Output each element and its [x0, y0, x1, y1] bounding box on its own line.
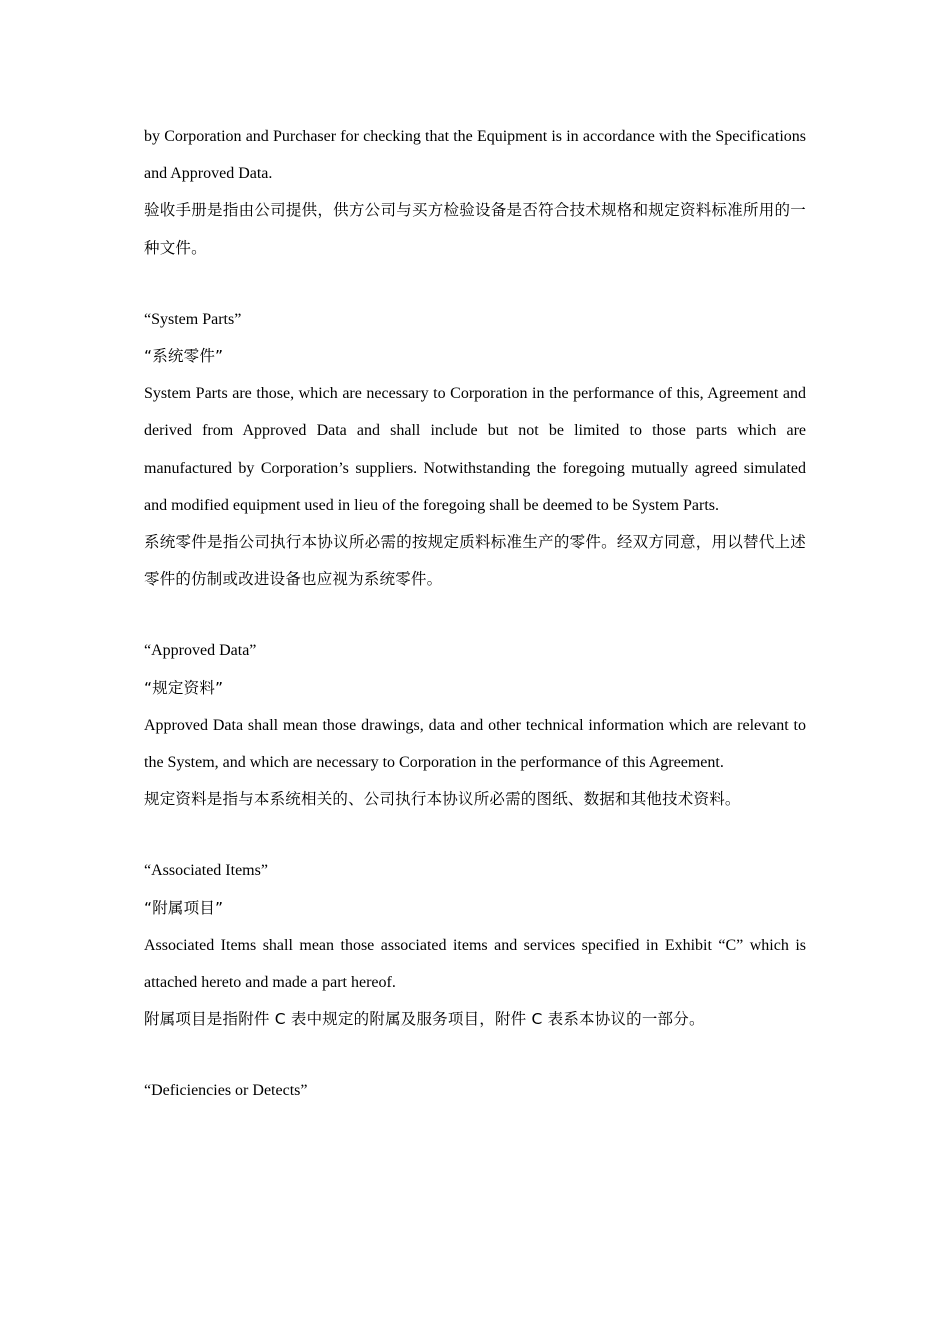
english-paragraph: by Corporation and Purchaser for checking that the Equipment is in accordance with the Specifications and Approved Data. — [144, 128, 806, 183]
english-paragraph: Associated Items shall mean those associated items and services specified in Exhibit “C” which is attached hereto and made a part hereof. — [144, 936, 806, 992]
english-heading: “Deficiencies or Detects” — [144, 1082, 308, 1100]
paragraph-gap — [144, 267, 806, 301]
chinese-heading: “规定资料” — [144, 678, 224, 697]
chinese-paragraph: 附属项目是指附件 C 表中规定的附属及服务项目，附件 C 表系本协议的一部分。 — [144, 1010, 705, 1029]
section-associated-items — [144, 852, 806, 1038]
english-paragraph: System Parts are those, which are necessary to Corporation in the performance of this, Agreement and derived from Approved Data and shall include but not be limited to those parts which are manufactured by Corporation’s suppliers. Notwithstanding the foregoing mutually agreed simulated and modified equipment used in lieu of the foregoing shall be deemed to be System Parts. — [144, 385, 806, 514]
chinese-heading: “系统零件” — [144, 347, 224, 366]
chinese-paragraph: 系统零件是指公司执行本协议所必需的按规定质料标准生产的零件。经双方同意，用以替代上述零件的仿制或改进设备也应视为系统零件。 — [144, 533, 806, 589]
paragraph-gap — [144, 818, 806, 852]
chinese-heading: “附属项目” — [144, 898, 224, 917]
document-page — [144, 118, 806, 1110]
english-heading: “Approved Data” — [144, 642, 257, 660]
section-acceptance-manual — [144, 118, 806, 267]
section-system-parts — [144, 301, 806, 599]
chinese-paragraph: 规定资料是指与本系统相关的、公司执行本协议所必需的图纸、数据和其他技术资料。 — [144, 790, 741, 809]
section-deficiencies — [144, 1072, 806, 1109]
section-approved-data — [144, 632, 806, 818]
english-heading: “Associated Items” — [144, 862, 268, 880]
paragraph-gap — [144, 598, 806, 632]
english-heading: “System Parts” — [144, 310, 242, 328]
chinese-paragraph: 验收手册是指由公司提供，供方公司与买方检验设备是否符合技术规格和规定资料标准所用的一种文件。 — [144, 201, 806, 257]
paragraph-gap — [144, 1038, 806, 1072]
english-paragraph: Approved Data shall mean those drawings, data and other technical information which are relevant to the System, and which are necessary to Corporation in the performance of this Agreement. — [144, 716, 806, 772]
